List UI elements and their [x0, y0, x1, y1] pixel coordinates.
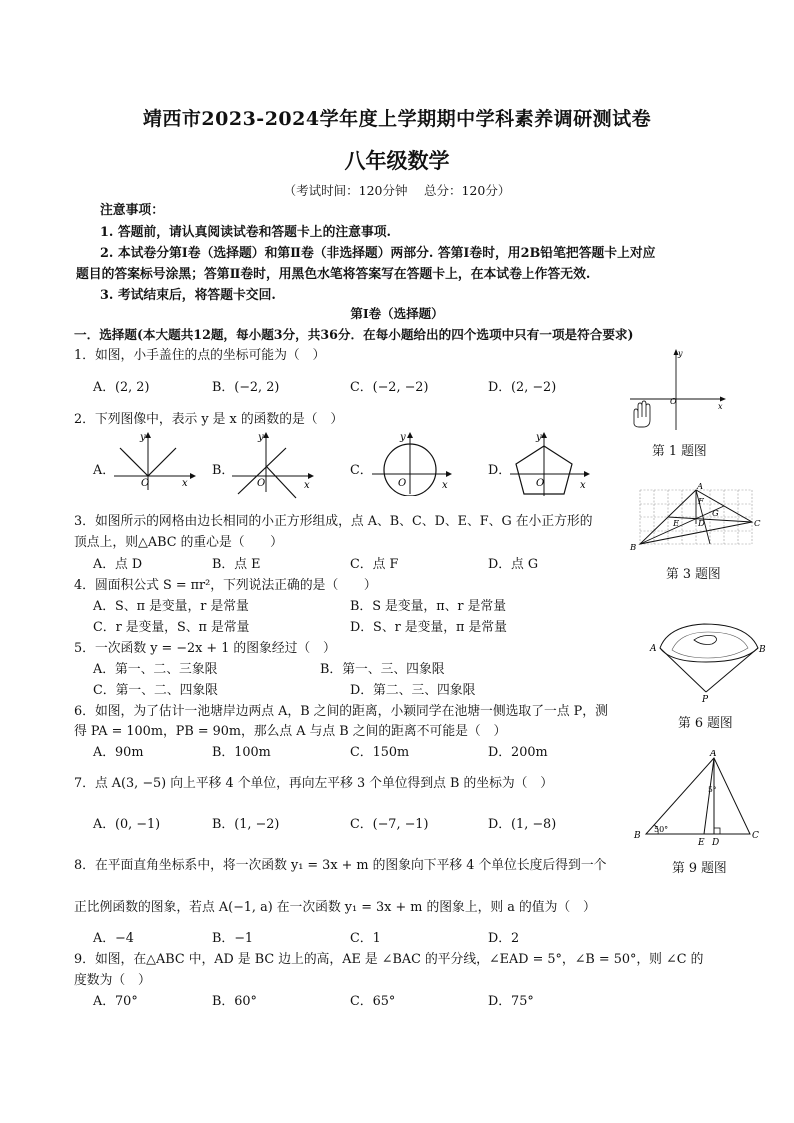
q2-graph-a	[112, 430, 200, 492]
document-subtitle: 八年级数学	[344, 148, 450, 173]
section-title: 第Ⅰ卷（选择题）	[350, 306, 444, 321]
notes-item-2-cont: 题目的答案标号涂黑；答第Ⅱ卷时，用黑色水笔将答案写在答题卡上，在本试卷上作答无效.	[76, 267, 591, 282]
fig9-label-c: C	[752, 831, 759, 841]
question-9-option-d: D．75°	[488, 994, 534, 1009]
question-4-option-b: B．S 是变量，π、r 是常量	[350, 599, 507, 614]
question-6-option-a: A．90m	[93, 745, 144, 760]
q2d-y-label: y	[536, 432, 542, 443]
document-title: 靖西市2023-2024学年度上学期期中学科素养调研测试卷	[142, 108, 652, 130]
question-9-stem-1: 9．如图，在△ABC 中，AD 是 BC 边上的高，AE 是 ∠BAC 的平分线，∠EAD = 5°，∠B = 50°，则 ∠C 的	[74, 952, 704, 967]
question-8-option-b: B．−1	[212, 931, 254, 946]
q2b-x-label: x	[304, 480, 310, 491]
figure-9-caption: 第 9 题图	[672, 861, 727, 876]
question-5-stem: 5．一次函数 y = −2x + 1 的图象经过（ ）	[74, 641, 336, 656]
question-5-option-a: A．第一、二、三象限	[93, 662, 218, 677]
question-2-option-c: C．	[350, 463, 373, 478]
question-3-option-b: B．点 E	[212, 557, 261, 572]
notes-item-1: 1. 答题前，请认真阅读试卷和答题卡上的注意事项.	[100, 225, 392, 240]
question-7-option-c: C．(−7, −1)	[350, 817, 429, 832]
question-1-stem: 1．如图，小手盖住的点的坐标可能为（ ）	[74, 348, 326, 363]
notes-item-2: 2. 本试卷分第Ⅰ卷（选择题）和第Ⅱ卷（非选择题）两部分. 答第Ⅰ卷时，用2B铅笔把答题卡上对应	[100, 246, 656, 261]
question-6-option-d: D．200m	[488, 745, 548, 760]
figure-3-caption: 第 3 题图	[666, 567, 721, 582]
question-6-stem-1: 6．如图，为了估计一池塘岸边两点 A，B 之间的距离，小颖同学在池塘一侧选取了一点 P，测	[74, 704, 608, 719]
figure-1-coordinate-plane	[626, 346, 730, 432]
question-6-option-c: C．150m	[350, 745, 410, 760]
fig3-label-e: E	[673, 519, 680, 529]
hand-icon	[634, 401, 650, 427]
q2c-x-label: x	[442, 480, 448, 491]
question-8-stem-1: 8．在平面直角坐标系中，将一次函数 y₁ = 3x + m 的图象向下平移 4 个单位长度后得到一个	[74, 858, 607, 873]
q2c-y-label: y	[400, 432, 406, 443]
question-7-option-d: D．(1, −8)	[488, 817, 557, 832]
question-9-option-a: A．70°	[93, 994, 138, 1009]
question-3-stem-2: 顶点上，则△ABC 的重心是（ ）	[74, 535, 283, 550]
figure-6-caption: 第 6 题图	[678, 716, 733, 731]
fig3-label-f: F	[698, 497, 704, 507]
question-7-option-a: A．(0, −1)	[93, 817, 161, 832]
question-3-option-a: A．点 D	[93, 557, 143, 572]
notes-item-3: 3. 考试结束后，将答题卡交回.	[100, 288, 276, 303]
question-1-option-c: C．(−2, −2)	[350, 380, 429, 395]
question-4-option-a: A．S、π 是变量，r 是常量	[93, 599, 249, 614]
question-1-option-a: A．(2, 2)	[93, 380, 150, 395]
fig3-label-a: A	[697, 482, 704, 492]
fig6-label-b: B	[759, 645, 766, 655]
question-8-option-d: D．2	[488, 931, 520, 946]
fig6-label-p: P	[702, 695, 709, 704]
question-5-option-c: C．第一、二、四象限	[93, 683, 218, 698]
q2a-y-label: y	[140, 432, 146, 443]
question-2-option-d: D．	[488, 463, 512, 478]
question-2-option-b: B．	[212, 463, 235, 478]
question-1-option-d: D．(2, −2)	[488, 380, 557, 395]
question-4-option-c: C．r 是变量，S、π 是常量	[93, 620, 250, 635]
question-4-option-d: D．S、r 是变量，π 是常量	[350, 620, 507, 635]
fig1-y-label: y	[678, 349, 683, 358]
question-2-option-a: A．	[93, 463, 116, 478]
question-6-stem-2: 得 PA = 100m，PB = 90m，那么点 A 与点 B 之间的距离不可能是（ ）	[74, 724, 507, 739]
q2-graph-d	[508, 430, 596, 500]
question-3-option-d: D．点 G	[488, 557, 539, 572]
notes-heading: 注意事项：	[100, 203, 164, 218]
fig3-label-c: C	[754, 519, 761, 529]
q2d-origin-label: O	[536, 478, 545, 489]
question-5-option-d: D．第二、三、四象限	[350, 683, 476, 698]
fig9-label-d: D	[712, 838, 720, 846]
q2-graph-b	[230, 430, 318, 500]
fig6-label-a: A	[650, 644, 657, 654]
figure-9-triangle	[628, 750, 762, 846]
question-3-stem-1: 3．如图所示的网格由边长相同的小正方形组成，点 A、B、C、D、E、F、G 在小正方形的	[74, 514, 593, 529]
q2a-x-label: x	[182, 478, 188, 489]
figure-1-caption: 第 1 题图	[652, 444, 707, 459]
question-8-stem-2: 正比例函数的图象，若点 A(−1, a) 在一次函数 y₁ = 3x + m 的图象上，则 a 的值为（ ）	[74, 900, 596, 915]
q2a-origin-label: O	[141, 478, 150, 489]
question-9-stem-2: 度数为（ ）	[74, 973, 151, 988]
exam-info: （考试时间：120分钟 总分：120分）	[283, 183, 511, 198]
fig9-label-b: B	[634, 831, 641, 841]
fig1-origin-label: O	[670, 397, 677, 406]
question-8-option-a: A．−4	[93, 931, 134, 946]
question-7-stem: 7．点 A(3, −5) 向上平移 4 个单位，再向左平移 3 个单位得到点 B 的坐标为（ ）	[74, 776, 554, 791]
question-1-option-b: B．(−2, 2)	[212, 380, 280, 395]
fig3-label-b: B	[630, 543, 637, 553]
question-9-option-b: B．60°	[212, 994, 257, 1009]
question-9-option-c: C．65°	[350, 994, 396, 1009]
question-7-option-b: B．(1, −2)	[212, 817, 280, 832]
figure-6-pond	[648, 618, 768, 704]
fig9-label-a: A	[710, 750, 717, 759]
question-6-option-b: B．100m	[212, 745, 271, 760]
question-4-stem: 4．圆面积公式 S = πr²，下列说法正确的是（ ）	[74, 578, 377, 593]
fig9-angle-ead: 5°	[708, 785, 717, 794]
fig3-label-g: G	[712, 509, 719, 519]
question-5-option-b: B．第一、三、四象限	[320, 662, 445, 677]
q2c-origin-label: O	[398, 478, 407, 489]
question-2-stem: 2．下列图像中，表示 y 是 x 的函数的是（ ）	[74, 412, 344, 427]
figure-3-grid	[626, 480, 766, 554]
q2b-y-label: y	[258, 432, 264, 443]
question-8-option-c: C．1	[350, 931, 381, 946]
fig9-label-e: E	[698, 838, 705, 846]
q2-graph-c	[370, 430, 458, 496]
part-heading: 一．选择题(本大题共12题，每小题3分，共36分．在每小题给出的四个选项中只有一项是符合要求)	[74, 327, 634, 342]
q2d-x-label: x	[580, 480, 586, 491]
question-3-option-c: C．点 F	[350, 557, 399, 572]
fig1-x-label: x	[718, 402, 723, 411]
q2b-origin-label: O	[257, 478, 266, 489]
fig3-label-d: D	[698, 519, 705, 529]
fig9-angle-b: 50°	[654, 825, 669, 834]
